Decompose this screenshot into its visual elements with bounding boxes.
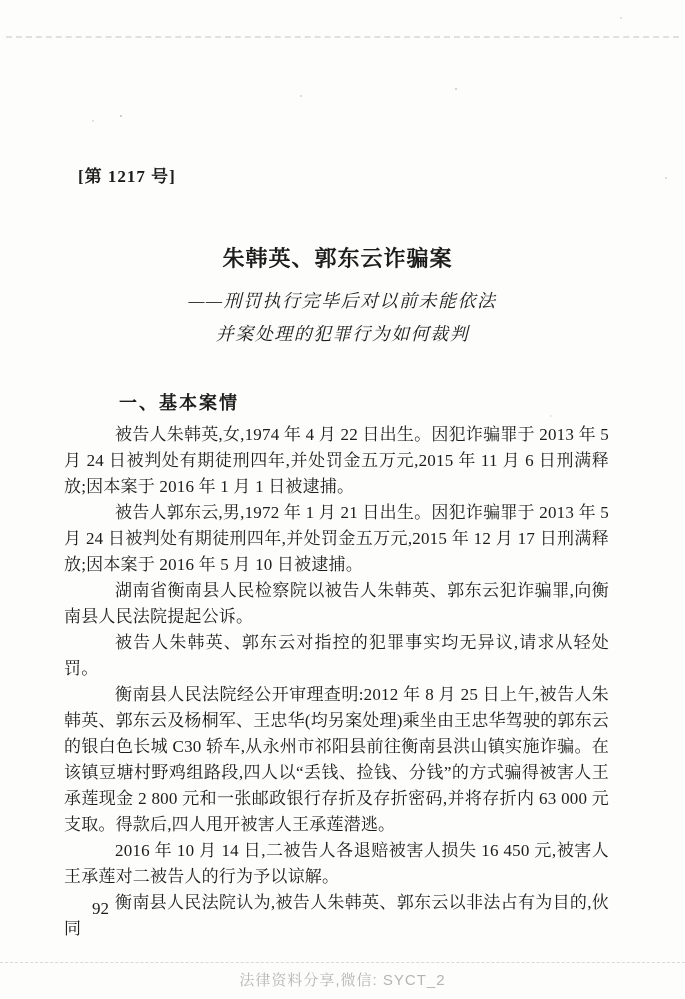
section-heading-basic-facts: 一、基本案情 xyxy=(119,393,239,413)
case-subtitle-line-1: ——刑罚执行完毕后对以前未能依法 xyxy=(188,291,497,311)
body-paragraph-defendants-plea: 被告人朱韩英、郭东云对指控的犯罪事实均无异议,请求从轻处罚。 xyxy=(64,633,609,678)
body-paragraph-restitution: 2016 年 10 月 14 日,二被告人各退赔被害人损失 16 450 元,被害人王承莲对二被告人的行为予以谅解。 xyxy=(64,841,609,886)
scan-artifact-line-top xyxy=(6,36,679,38)
page-number: 92 xyxy=(92,899,109,918)
body-paragraph-defendant-guo: 被告人郭东云,男,1972 年 1 月 21 日出生。因犯诈骗罪于 2013 年 5 月 24 日被判处有期徒刑四年,并处罚金五万元,2015 年 12 月 17 日刑满释放;因本案于 2016 年 5 月 10 日被逮捕。 xyxy=(64,503,609,574)
body-paragraph-defendant-zhu: 被告人朱韩英,女,1974 年 4 月 22 日出生。因犯诈骗罪于 2013 年 5 月 24 日被判处有期徒刑四年,并处罚金五万元,2015 年 11 月 6 日刑满释放;因本案于 2016 年 1 月 1 日被逮捕。 xyxy=(64,425,609,496)
watermark-text: 法律资料分享,微信: SYCT_2 xyxy=(239,972,446,989)
guiding-case-number: [第 1217 号] xyxy=(78,167,176,186)
body-paragraph-court-opinion: 衡南县人民法院认为,被告人朱韩英、郭东云以非法占有为目的,伙同 xyxy=(64,893,609,938)
scan-noise-specks xyxy=(120,115,122,117)
case-subtitle-line-2: 并案处理的犯罪行为如何裁判 xyxy=(215,324,470,344)
scan-artifact-line-bottom xyxy=(0,962,685,963)
case-body-text xyxy=(64,422,609,942)
case-title: 朱韩英、郭东云诈骗案 xyxy=(222,246,453,271)
body-paragraph-court-findings: 衡南县人民法院经公开审理查明:2012 年 8 月 25 日上午,被告人朱韩英、郭东云及杨桐军、王忠华(均另案处理)乘坐由王忠华驾驶的郭东云的银白色长城 C30 轿车,从永州市祁阳县前往衡南县洪山镇实施诈骗。在该镇豆塘村野鸡组路段,四人以“丢钱、捡钱、分钱”的方式骗得被害人王承莲现金 2 800 元和一张邮政银行存折及存折密码,并将存折内 63 000 元支取。得款后,四人甩开被害人王承莲潜逃。 xyxy=(64,685,609,834)
body-paragraph-prosecution: 湖南省衡南县人民检察院以被告人朱韩英、郭东云犯诈骗罪,向衡南县人民法院提起公诉。 xyxy=(64,581,609,626)
case-subtitle xyxy=(0,285,685,351)
